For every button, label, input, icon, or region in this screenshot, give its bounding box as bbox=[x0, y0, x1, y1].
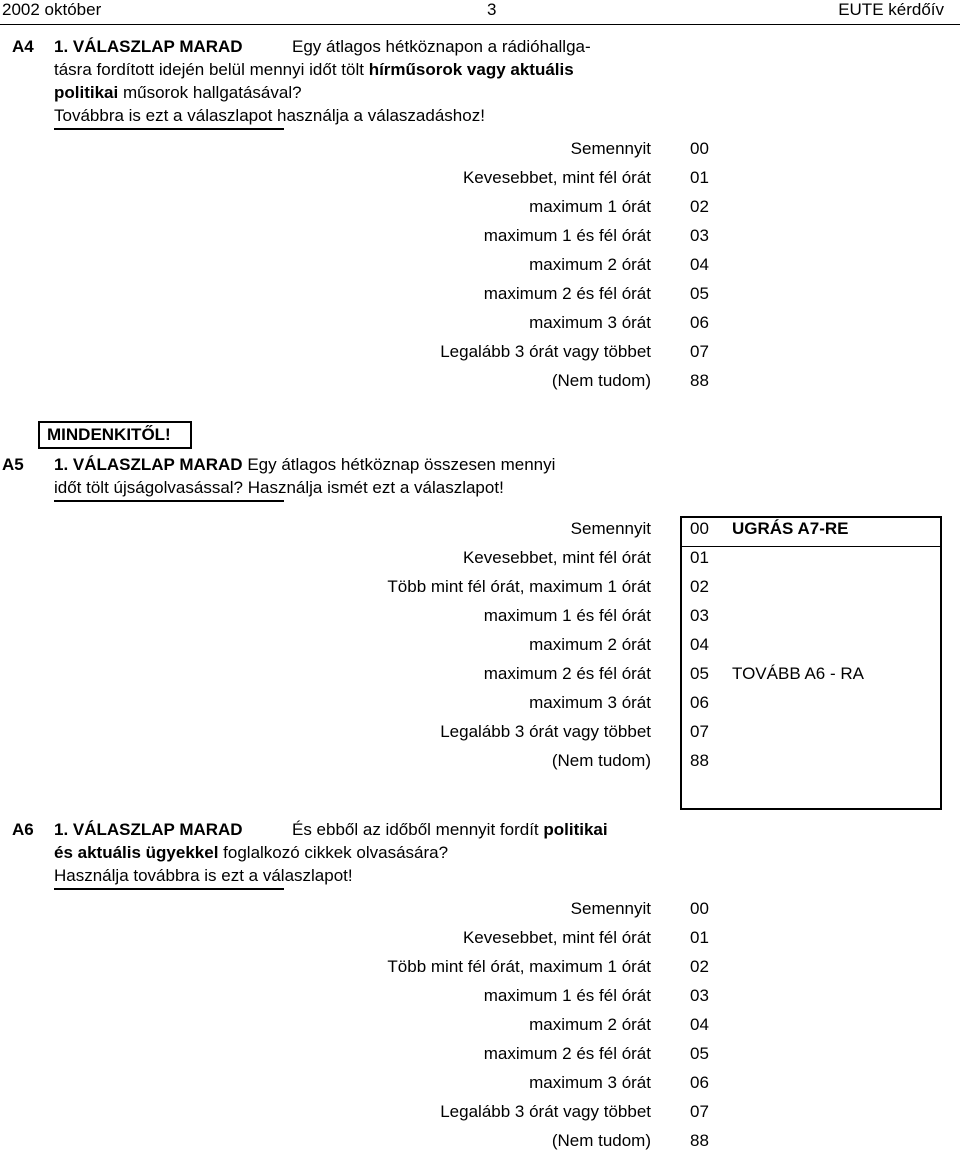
a4-text-line3 bbox=[54, 83, 302, 103]
answer-option-code: 05 bbox=[690, 664, 709, 683]
answer-option-code: 06 bbox=[690, 1073, 709, 1092]
answer-option-code: 04 bbox=[690, 255, 709, 274]
a6-underline bbox=[54, 888, 284, 890]
answer-option-label: maximum 2 és fél órát bbox=[483, 1044, 651, 1063]
answer-option-label: maximum 2 és fél órát bbox=[483, 664, 651, 683]
page-number: 3 bbox=[487, 0, 497, 19]
answer-option-label: maximum 1 és fél órát bbox=[483, 226, 651, 245]
header-rule bbox=[0, 24, 960, 25]
answer-option-code: 05 bbox=[690, 1044, 709, 1063]
document-title: EUTE kérdőív bbox=[838, 0, 944, 19]
answer-option-code: 01 bbox=[690, 168, 709, 187]
answer-option-label: maximum 3 órát bbox=[529, 1073, 651, 1092]
answer-option-label: maximum 2 órát bbox=[529, 255, 651, 274]
answer-option-code: 06 bbox=[690, 693, 709, 712]
a5-text-line2: időt tölt újságolvasással? Használja ismét ezt a válaszlapot! bbox=[54, 478, 504, 497]
a4-text-line4: Továbbra is ezt a válaszlapot használja a válaszadáshoz! bbox=[54, 106, 485, 125]
answer-option-label: Legalább 3 órát vagy többet bbox=[440, 1102, 651, 1121]
answer-option-code: 03 bbox=[690, 986, 709, 1005]
a5-underline bbox=[54, 500, 284, 502]
a4-text-line3-bold: politikai bbox=[54, 83, 119, 102]
answer-option-label: (Nem tudom) bbox=[551, 1131, 651, 1150]
answer-option-label: maximum 2 órát bbox=[529, 635, 651, 654]
answer-option-code: 03 bbox=[690, 226, 709, 245]
answer-option-code: 00 bbox=[690, 899, 709, 918]
answer-option-label: maximum 1 és fél órát bbox=[483, 606, 651, 625]
a6-text-line1-bold: politikai bbox=[543, 820, 608, 839]
a4-text-line1: Egy átlagos hétköznapon a rádióhallga- bbox=[292, 37, 591, 56]
a6-text-line1-normal: És ebből az időből mennyit fordít bbox=[292, 820, 544, 839]
a4-text-line2-bold: hírműsorok vagy aktuális bbox=[368, 60, 574, 79]
answer-option-label: Semennyit bbox=[570, 519, 651, 538]
answer-option-label: Kevesebbet, mint fél órát bbox=[462, 168, 651, 187]
a4-text-line2-normal: tásra fordított idején belül mennyi időt tölt bbox=[54, 60, 369, 79]
answer-option-label: Több mint fél órát, maximum 1 órát bbox=[387, 577, 651, 596]
answer-option-label: maximum 3 órát bbox=[529, 693, 651, 712]
a5-routing-box bbox=[680, 516, 942, 810]
answer-option-label: maximum 1 órát bbox=[529, 197, 651, 216]
a6-lead: 1. VÁLASZLAP MARAD bbox=[54, 820, 243, 839]
answer-option-code: 06 bbox=[690, 313, 709, 332]
answer-option-label: Semennyit bbox=[570, 899, 651, 918]
a5-text-line1 bbox=[54, 455, 555, 475]
answer-option-code: 02 bbox=[690, 577, 709, 596]
answer-option-code: 03 bbox=[690, 606, 709, 625]
answer-option-code: 01 bbox=[690, 548, 709, 567]
answer-option-label: (Nem tudom) bbox=[551, 751, 651, 770]
answer-option-code: 07 bbox=[690, 342, 709, 361]
a6-text-line2-normal: foglalkozó cikkek olvasására? bbox=[218, 843, 449, 862]
a5-text-line1-normal: Egy átlagos hétköznap összesen mennyi bbox=[242, 455, 556, 474]
answer-option-label: maximum 2 órát bbox=[529, 1015, 651, 1034]
answer-option-label: maximum 3 órát bbox=[529, 313, 651, 332]
answer-option-code: 88 bbox=[690, 371, 709, 390]
answer-option-label: maximum 1 és fél órát bbox=[483, 986, 651, 1005]
a6-text-line1 bbox=[292, 820, 608, 840]
question-id-a4: A4 bbox=[12, 37, 34, 56]
answer-option-label: Semennyit bbox=[570, 139, 651, 158]
answer-option-code: 01 bbox=[690, 928, 709, 947]
a6-text-line3: Használja továbbra is ezt a válaszlapot! bbox=[54, 866, 353, 885]
a4-text-line3-normal: műsorok hallgatásával? bbox=[118, 83, 302, 102]
answer-option-code: 04 bbox=[690, 635, 709, 654]
answer-option-code: 88 bbox=[690, 751, 709, 770]
a5-skip-instruction: UGRÁS A7-RE bbox=[732, 519, 849, 538]
answer-option-label: maximum 2 és fél órát bbox=[483, 284, 651, 303]
a6-text-line2-bold: és aktuális ügyekkel bbox=[54, 843, 219, 862]
answer-option-label: Több mint fél órát, maximum 1 órát bbox=[387, 957, 651, 976]
answer-option-label: Legalább 3 órát vagy többet bbox=[440, 722, 651, 741]
answer-option-code: 00 bbox=[690, 139, 709, 158]
a5-filter: MINDENKITŐL! bbox=[47, 425, 171, 444]
a5-continue-instruction: TOVÁBB A6 - RA bbox=[732, 664, 864, 683]
question-id-a6: A6 bbox=[12, 820, 34, 839]
header-date: 2002 október bbox=[2, 0, 102, 19]
a5-lead: 1. VÁLASZLAP MARAD bbox=[54, 455, 243, 474]
answer-option-label: Legalább 3 órát vagy többet bbox=[440, 342, 651, 361]
a5-routing-divider bbox=[680, 546, 942, 547]
answer-option-label: (Nem tudom) bbox=[551, 371, 651, 390]
answer-option-label: Kevesebbet, mint fél órát bbox=[462, 928, 651, 947]
a4-text-line2 bbox=[54, 60, 574, 80]
answer-option-code: 04 bbox=[690, 1015, 709, 1034]
question-id-a5: A5 bbox=[2, 455, 24, 474]
a4-underline bbox=[54, 128, 284, 130]
answer-option-label: Kevesebbet, mint fél órát bbox=[462, 548, 651, 567]
answer-option-code: 02 bbox=[690, 197, 709, 216]
answer-option-code: 05 bbox=[690, 284, 709, 303]
answer-option-code: 07 bbox=[690, 1102, 709, 1121]
a6-text-line2 bbox=[54, 843, 448, 863]
answer-option-code: 02 bbox=[690, 957, 709, 976]
a4-lead: 1. VÁLASZLAP MARAD bbox=[54, 37, 243, 56]
answer-option-code: 07 bbox=[690, 722, 709, 741]
answer-option-code: 00 bbox=[690, 519, 709, 538]
answer-option-code: 88 bbox=[690, 1131, 709, 1150]
